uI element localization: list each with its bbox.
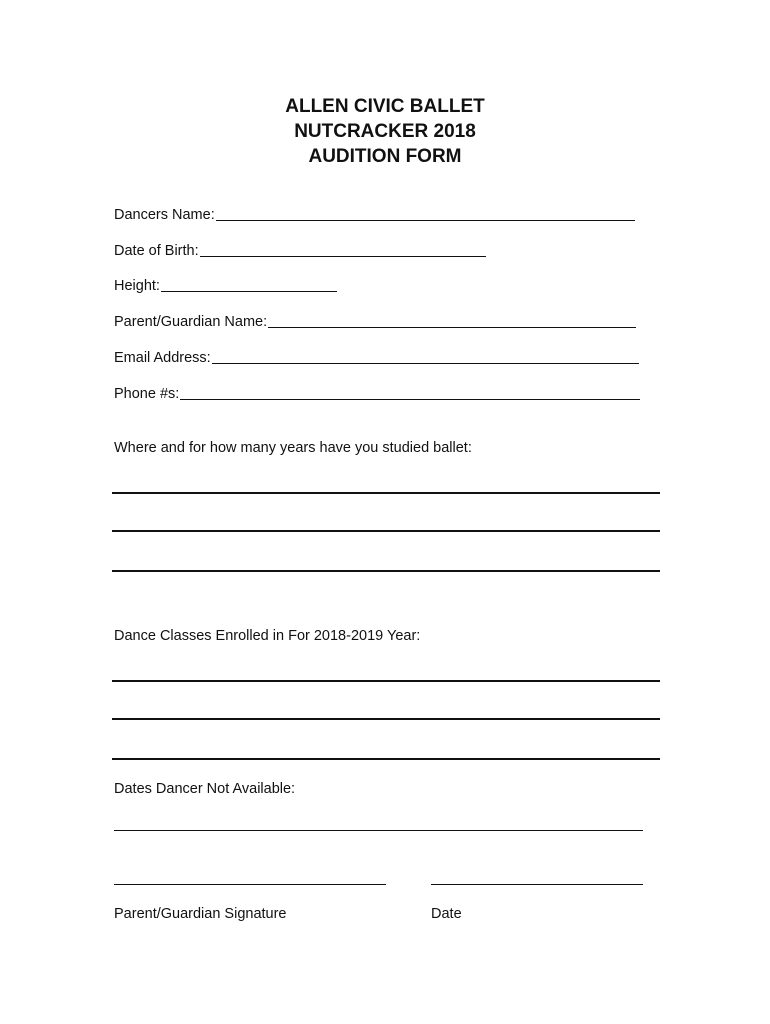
date-signature-line[interactable]	[431, 884, 643, 885]
ballet-study-line[interactable]	[112, 570, 660, 572]
dates-not-available-line[interactable]	[114, 830, 643, 831]
dancers-name-line[interactable]	[216, 206, 635, 221]
height-label: Height:	[114, 278, 160, 294]
title-production: NUTCRACKER 2018	[294, 121, 476, 142]
phone-row	[114, 385, 640, 403]
ballet-study-line[interactable]	[112, 492, 660, 494]
phone-line[interactable]	[180, 385, 640, 400]
parent-guardian-name-row	[114, 313, 636, 331]
date-of-birth-row	[114, 242, 486, 260]
email-address-row	[114, 349, 639, 367]
dance-classes-line[interactable]	[112, 718, 660, 720]
date-of-birth-line[interactable]	[200, 242, 486, 257]
email-address-label: Email Address:	[114, 350, 211, 366]
height-row	[114, 277, 337, 295]
title-form-name: AUDITION FORM	[308, 146, 462, 167]
title-organization: ALLEN CIVIC BALLET	[285, 96, 485, 117]
form-title	[0, 94, 770, 169]
ballet-study-line[interactable]	[112, 530, 660, 532]
date-signature-label: Date	[431, 906, 462, 922]
parent-signature-line[interactable]	[114, 884, 386, 885]
parent-guardian-name-line[interactable]	[268, 313, 636, 328]
dance-classes-question: Dance Classes Enrolled in For 2018-2019 Year:	[114, 628, 421, 644]
dates-not-available-question: Dates Dancer Not Available:	[114, 781, 296, 797]
phone-label: Phone #s:	[114, 386, 180, 402]
ballet-study-question: Where and for how many years have you studied ballet:	[114, 440, 472, 456]
dancers-name-row	[114, 206, 635, 224]
date-of-birth-label: Date of Birth:	[114, 243, 199, 259]
parent-signature-label: Parent/Guardian Signature	[114, 906, 287, 922]
dance-classes-line[interactable]	[112, 680, 660, 682]
email-address-line[interactable]	[212, 349, 639, 364]
parent-guardian-name-label: Parent/Guardian Name:	[114, 314, 268, 330]
dancers-name-label: Dancers Name:	[114, 207, 215, 223]
height-line[interactable]	[161, 277, 337, 292]
dance-classes-line[interactable]	[112, 758, 660, 760]
